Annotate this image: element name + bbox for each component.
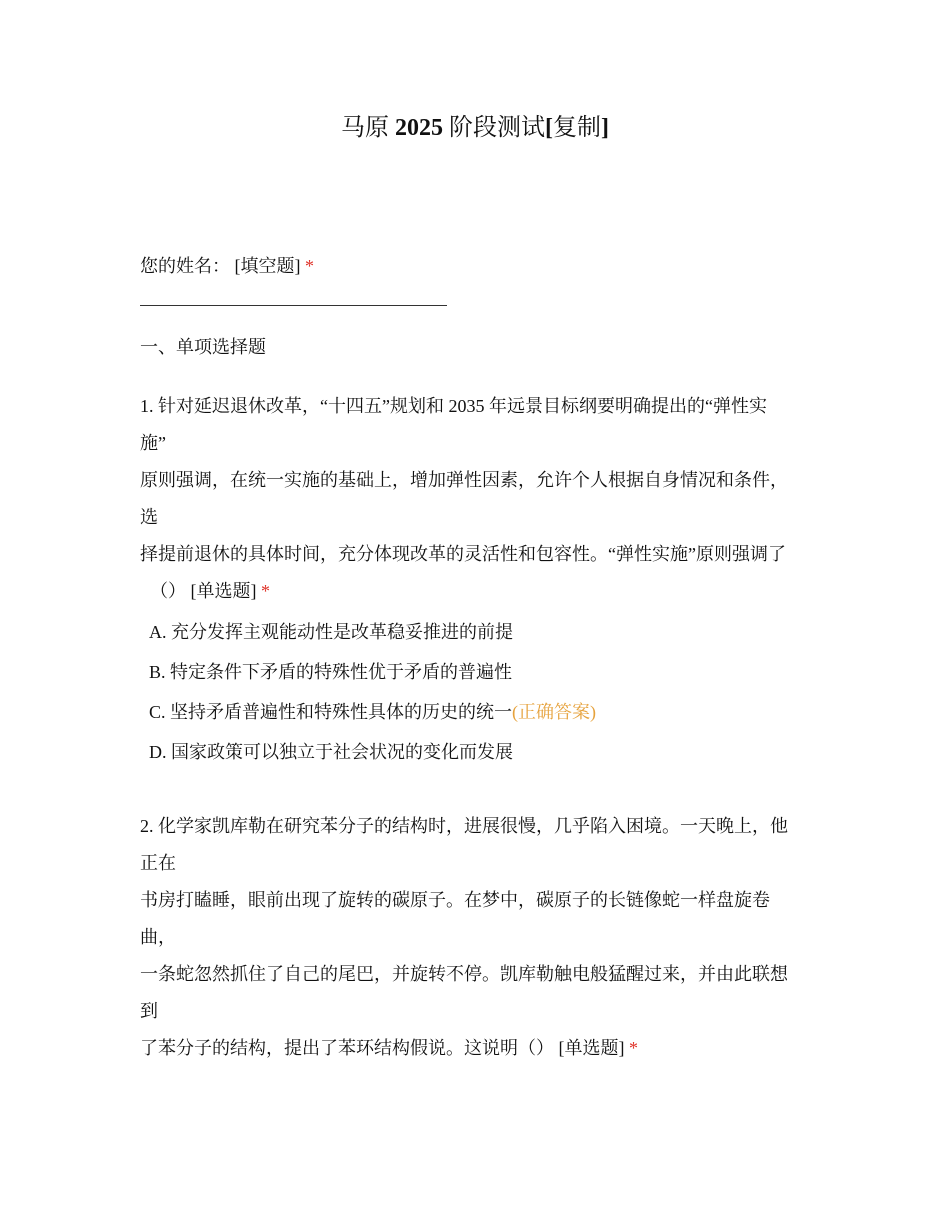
title-prefix: 马原 bbox=[341, 115, 395, 141]
required-mark: * bbox=[305, 256, 314, 276]
question-2-line: 一条蛇忽然抓住了自己的尾巴，并旋转不停。凯库勒触电般猛醒过来，并由此联想 bbox=[140, 964, 788, 984]
question-1-line: 1. 针对延迟退休改革，“十四五”规划和 2035 年远景目标纲要明确提出的“弹性实 bbox=[140, 396, 767, 416]
title-bracket-close: ] bbox=[601, 115, 609, 141]
question-1-line: 选 bbox=[140, 507, 158, 527]
title-middle: 阶段测试 bbox=[443, 115, 545, 141]
question-2-line: 书房打瞌睡，眼前出现了旋转的碳原子。在梦中，碳原子的长链像蛇一样盘旋卷 bbox=[140, 890, 770, 910]
name-question-label: 您的姓名： bbox=[140, 256, 230, 276]
title-year: 2025 bbox=[395, 115, 443, 141]
name-question-type: [填空题] bbox=[234, 256, 301, 276]
option-d-label: D. 国家政策可以独立于社会状况的变化而发展 bbox=[149, 742, 513, 762]
question-1-line: 择提前退休的具体时间，充分体现改革的灵活性和包容性。“弹性实施”原则强调了 bbox=[140, 544, 786, 564]
title-bracket-open: [ bbox=[545, 115, 553, 141]
name-fill-line[interactable] bbox=[140, 305, 447, 306]
correct-answer-tag: (正确答案) bbox=[512, 702, 597, 722]
question-2-line: 到 bbox=[140, 1001, 158, 1021]
question-2-last-text: 了苯分子的结构，提出了苯环结构假说。这说明（） bbox=[140, 1038, 554, 1058]
page-title bbox=[0, 112, 950, 144]
survey-content bbox=[140, 248, 820, 1067]
question-2-line: 曲， bbox=[140, 927, 176, 947]
option-b-label: B. 特定条件下矛盾的特殊性优于矛盾的普遍性 bbox=[149, 662, 513, 682]
option-a-label: A. 充分发挥主观能动性是改革稳妥推进的前提 bbox=[149, 622, 513, 642]
option-d[interactable] bbox=[140, 734, 820, 774]
question-1-type: [单选题] bbox=[190, 581, 257, 601]
section-heading: 一、单项选择题 bbox=[140, 337, 266, 357]
question-1-line: 原则强调，在统一实施的基础上，增加弹性因素，允许个人根据自身情况和条件， bbox=[140, 470, 788, 490]
question-2-type: [单选题] bbox=[558, 1038, 625, 1058]
question-1-line: 施” bbox=[140, 433, 166, 453]
option-c-label: C. 坚持矛盾普遍性和特殊性具体的历史的统一 bbox=[149, 702, 513, 722]
question-1-paren: （） bbox=[150, 581, 186, 601]
question-2-last-line bbox=[140, 1030, 820, 1067]
question-1-options bbox=[140, 614, 820, 774]
name-question bbox=[140, 248, 820, 285]
question-2 bbox=[140, 808, 820, 1067]
title-copy: 复制 bbox=[553, 115, 601, 141]
required-mark: * bbox=[629, 1038, 638, 1058]
required-mark: * bbox=[261, 581, 270, 601]
question-1 bbox=[140, 388, 820, 774]
option-a[interactable] bbox=[140, 614, 820, 654]
question-2-line: 2. 化学家凯库勒在研究苯分子的结构时，进展很慢，几乎陷入困境。一天晚上，他 bbox=[140, 816, 788, 836]
option-b[interactable] bbox=[140, 654, 820, 694]
question-2-line: 正在 bbox=[140, 853, 176, 873]
question-1-tail bbox=[140, 573, 820, 610]
option-c[interactable] bbox=[140, 694, 820, 734]
